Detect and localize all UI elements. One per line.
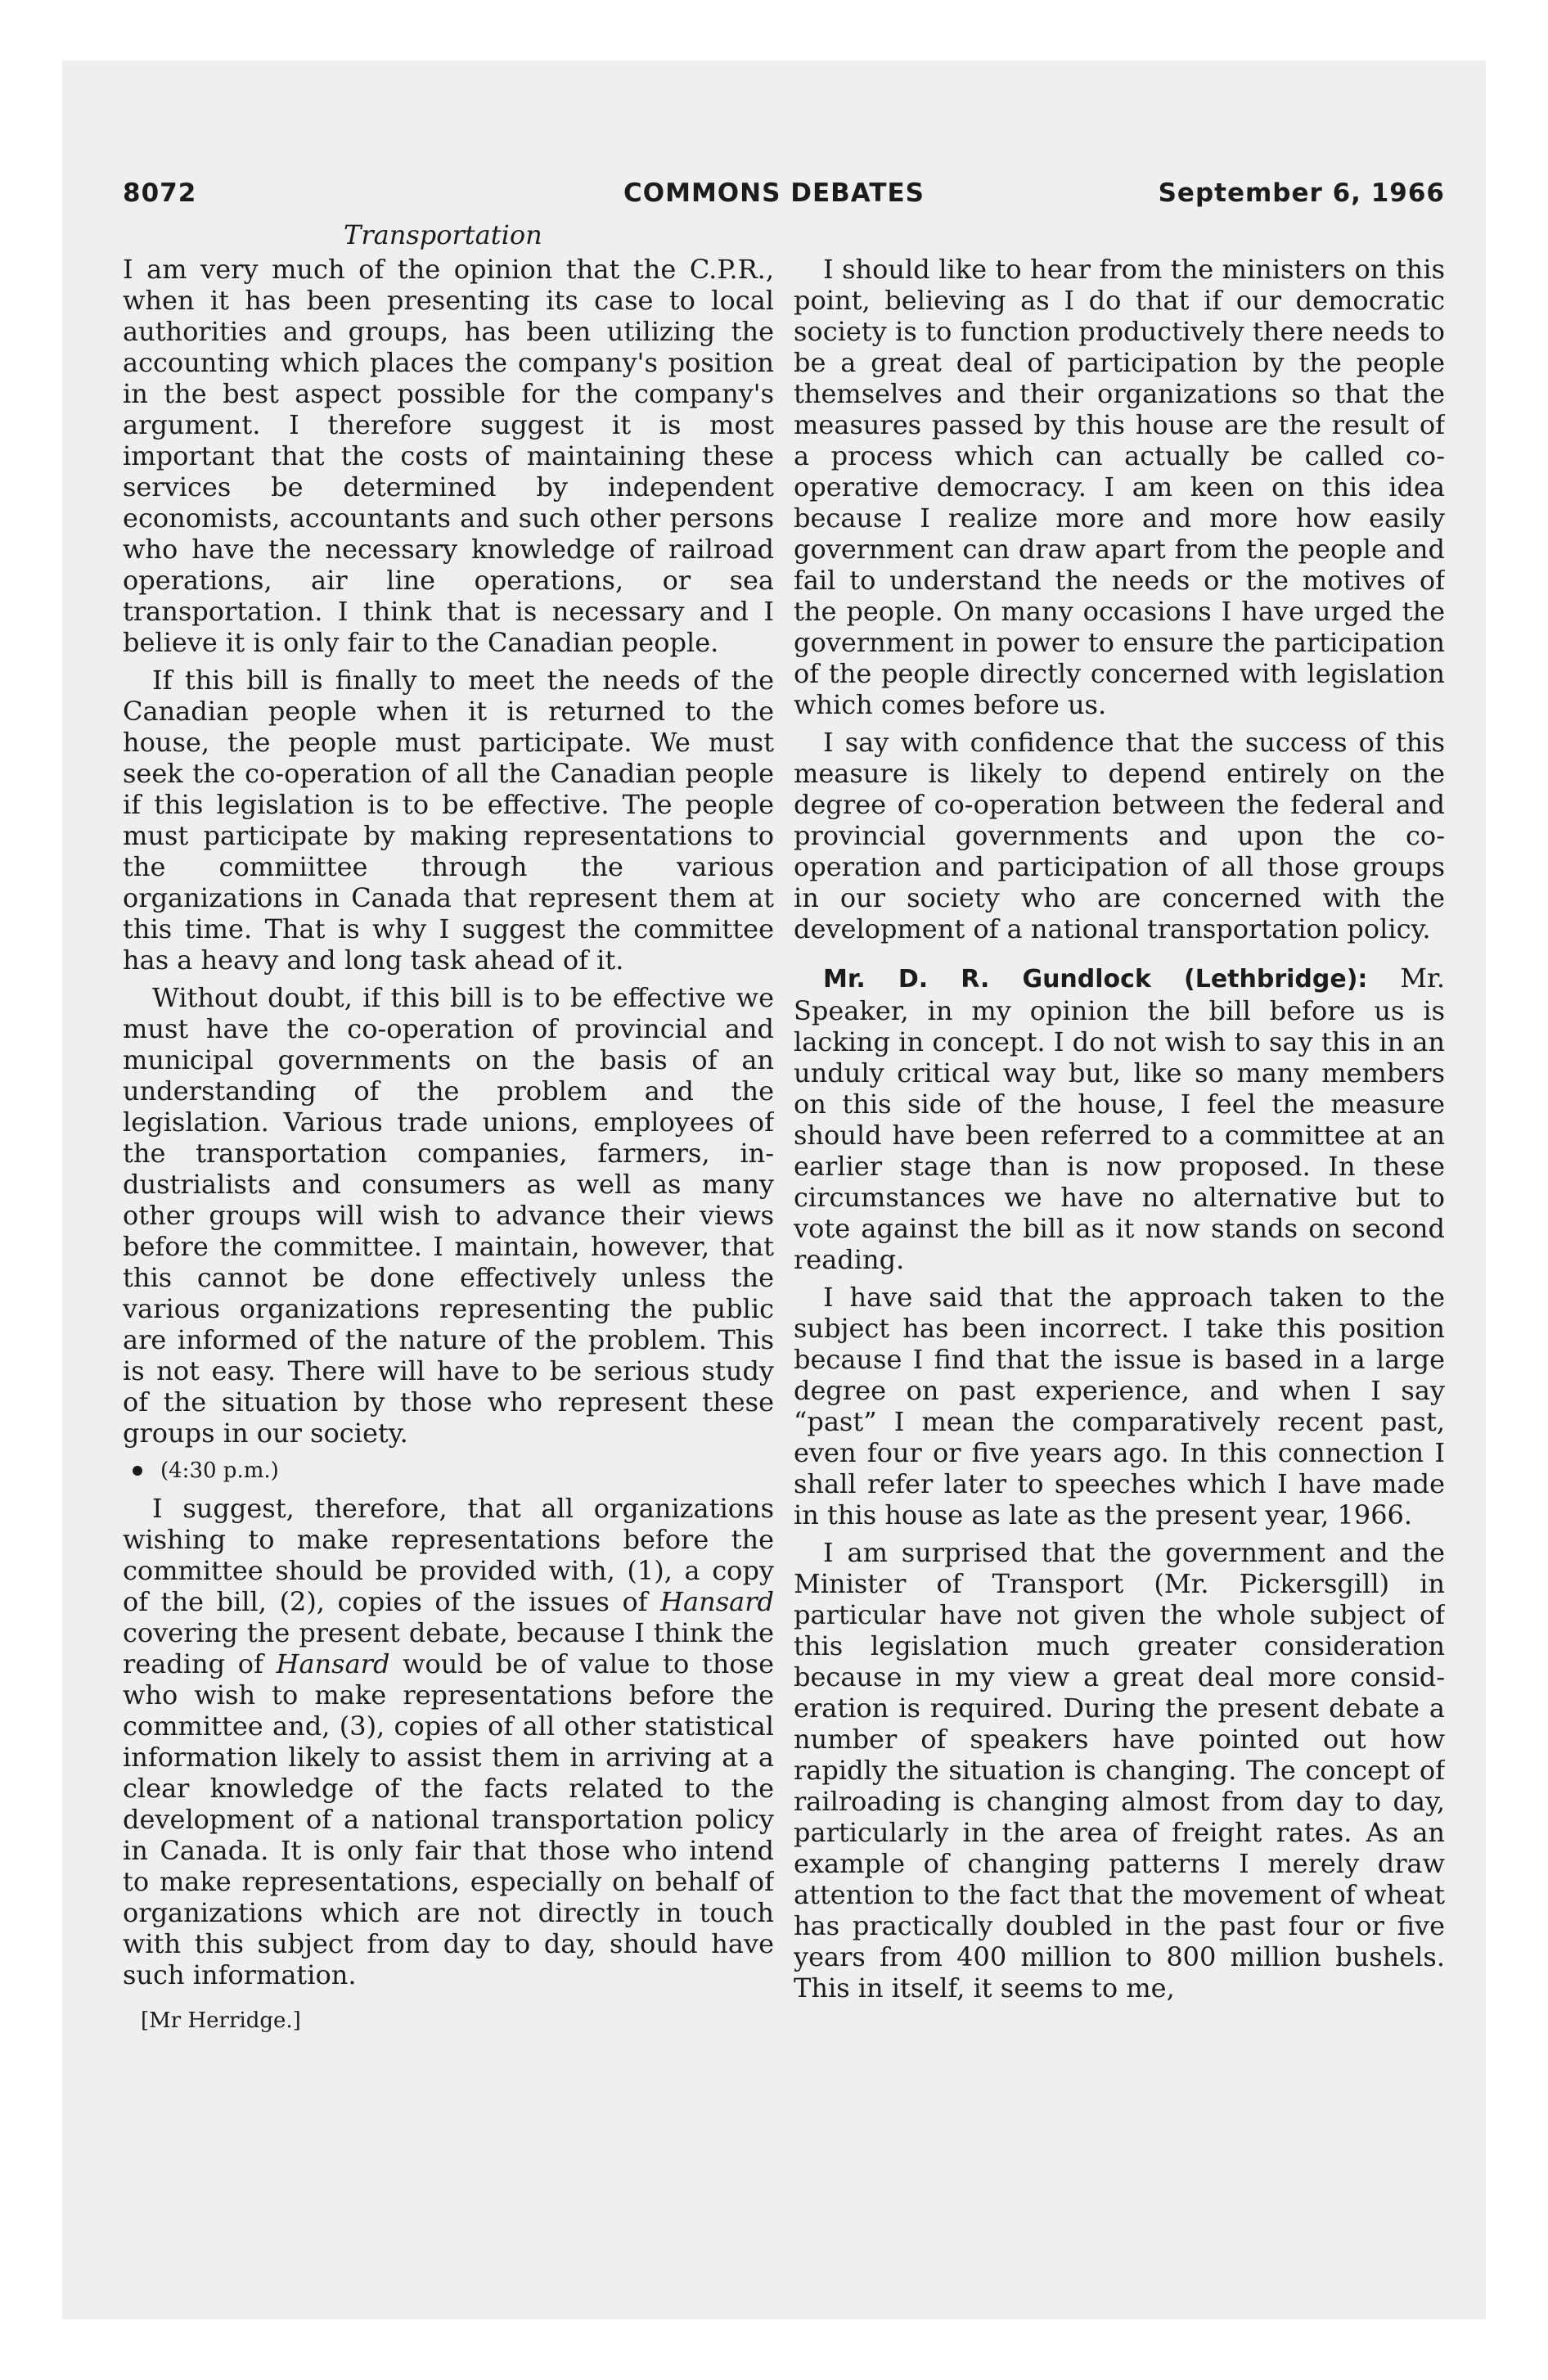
paragraph <box>123 1493 774 1990</box>
paragraph-text: I suggest, therefore, that all organizations wishing to make representations before the committee should be provided with, (1), a copy of the bill, (2), copies of the issues of <box>123 1493 774 1617</box>
paragraph: If this bill is finally to meet the needs of the Canadian people when it is returned to the house, the people must participate. We must seek the co-operation of all the Canadian people if this legislation is to be effective. The people must participate by making representations to the commiittee through the various organizations in Canada that represent them at this time. That is why I suggest the committee has a heavy and long task ahead of it. <box>123 665 774 976</box>
timestamp <box>133 1455 774 1486</box>
paragraph: I am very much of the opinion that the C.P.R., when it has been presenting its case to local authorities and groups, has been utilizing the accounting which places the company's position in the best aspect possible for the company's argument. I therefore suggest it is most important that the costs of maintaining these services be determined by independent economists, accountants and such other persons who have the necessary knowledge of railroad operations, air line operations, or sea transportation. I think that is necessary and I believe it is only fair to the Canadian people. <box>123 254 774 658</box>
paragraph-text: Mr. Speaker, in my opinion the bill before us is lacking in concept. I do not wish to say this in an unduly critical way but, like so many members on this side of the house, I feel the measure should have been referred to a committee at an earlier stage than is now proposed. In these circumstances we have no alternative but to vote against the bill as it now stands on second reading. <box>794 962 1445 1275</box>
page-number: 8072 <box>123 178 197 208</box>
section-heading: Transportation <box>344 219 542 250</box>
right-column <box>794 254 1445 2136</box>
hansard-title: Hansard <box>276 1648 390 1679</box>
paragraph-text: covering the present debate, because I think the reading of <box>123 1617 774 1679</box>
journal-title: COMMONS DEBATES <box>623 178 925 208</box>
paragraph-text: would be of value to those who wish to make representations before the committee and, (3), copies of all other statistical information likely to assist them in arriving at a clear knowledge of the facts related to the development of a national transportation policy in Canada. It is only fair that those who intend to make representations, especially on behalf of organizations which are not directly in touch with this subject from day to day, should have such information. <box>123 1648 774 1990</box>
paragraph: I am surprised that the government and the Minister of Transport (Mr. Pickersgill) in particular have not given the whole subject of this legislation much greater consideration because in my view a great deal more consideration is required. During the present debate a number of speakers have pointed out how rapidly the situation is changing. The concept of railroading is changing almost from day to day, particularly in the area of freight rates. As an example of changing patterns I merely draw attention to the fact that the movement of wheat has practically doubled in the past four or five years from 400 million to 800 million bushels. This in itself, it seems to me, <box>794 1537 1445 2004</box>
speaker-name: Mr. D. R. Gundlock (Lethbridge): <box>823 965 1368 994</box>
paragraph: I have said that the approach taken to the subject has been incorrect. I take this position because I find that the issue is based in a large degree on past experience, and when I say “past” I mean the comparatively recent past, even four or five years ago. In this connection I shall refer later to speeches which I have made in this house as late as the present year, 1966. <box>794 1282 1445 1530</box>
hansard-title: Hansard <box>660 1586 774 1617</box>
paragraph: I say with confidence that the success of this measure is likely to depend entirely on the degree of co-operation between the federal and provincial governments and upon the co-operation and participation of all those groups in our society who are concerned with the development of a national transportation policy. <box>794 727 1445 944</box>
speaker-signature: [Mr Herridge.] <box>141 2008 301 2033</box>
paragraph: I should like to hear from the ministers on this point, believing as I do that if our democratic society is to function productively there needs to be a great deal of participation by the people themselves and their organizations so that the measures passed by this house are the result of a process which can actually be called co-operative democracy. I am keen on this idea because I realize more and more how easily government can draw apart from the people and fail to understand the needs or the motives of the people. On many occasions I have urged the government in power to ensure the participation of the people directly concerned with legislation which comes before us. <box>794 254 1445 720</box>
left-column <box>123 254 774 2136</box>
page-header <box>123 178 1445 219</box>
timestamp-text: (4:30 p.m.) <box>160 1458 279 1483</box>
paragraph <box>794 962 1445 1275</box>
bullet-icon <box>133 1466 142 1476</box>
paragraph: Without doubt, if this bill is to be effective we must have the co-operation of provincial and municipal governments on the basis of an understanding of the problem and the legislation. Various trade unions, employees of the transportation companies, farmers, industrialists and consumers as well as many other groups will wish to advance their views before the committee. I maintain, however, that this cannot be done effectively unless the various organizations representing the public are informed of the nature of the problem. This is not easy. There will have to be serious study of the situation by those who represent these groups in our society. <box>123 982 774 1449</box>
page-date: September 6, 1966 <box>1158 178 1445 208</box>
